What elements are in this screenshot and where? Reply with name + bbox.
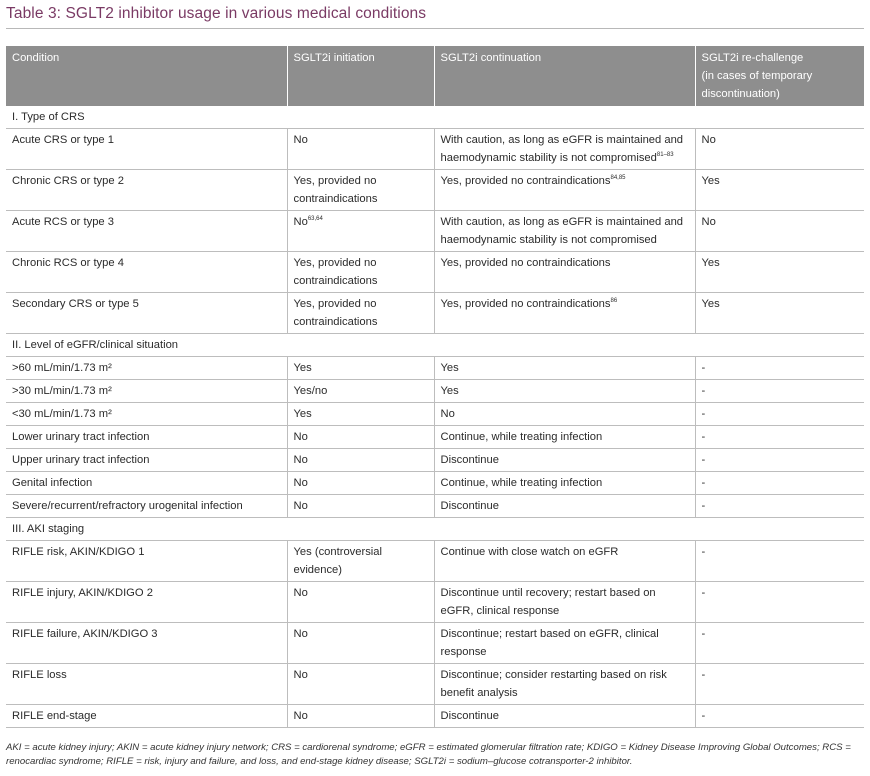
initiation-cell (287, 472, 434, 495)
table-row (6, 293, 864, 334)
initiation-cell (287, 582, 434, 623)
continuation-cell-text: No (440, 408, 455, 420)
rechallenge-cell (695, 252, 864, 293)
section-row (6, 106, 864, 129)
continuation-cell (434, 170, 695, 211)
continuation-cell-text: Discontinue (440, 454, 499, 466)
initiation-cell (287, 293, 434, 334)
continuation-cell (434, 472, 695, 495)
table-row (6, 357, 864, 380)
continuation-cell-text: Discontinue (440, 500, 499, 512)
condition-cell (6, 541, 287, 582)
rechallenge-cell-text: - (701, 669, 706, 681)
continuation-cell-text: Continue with close watch on eGFR (440, 546, 619, 558)
table-row (6, 403, 864, 426)
initiation-cell-text: Yes, provided no contraindications (293, 257, 378, 287)
condition-cell-text: RIFLE risk, AKIN/KDIGO 1 (12, 546, 145, 558)
rechallenge-cell (695, 623, 864, 664)
initiation-cell-text: Yes (293, 362, 312, 374)
condition-cell (6, 252, 287, 293)
initiation-cell (287, 357, 434, 380)
continuation-cell (434, 426, 695, 449)
initiation-cell-text: No (293, 587, 308, 599)
continuation-cell-text: Yes, provided no contraindications (440, 257, 611, 269)
table-row (6, 623, 864, 664)
rechallenge-cell (695, 293, 864, 334)
condition-cell-text: Acute RCS or type 3 (12, 216, 114, 228)
rechallenge-cell-text: - (701, 454, 706, 466)
table-row (6, 211, 864, 252)
table-row (6, 129, 864, 170)
initiation-cell-text: No (293, 710, 308, 722)
initiation-cell-text: No (293, 500, 308, 512)
section-label: III. AKI staging (6, 518, 864, 541)
initiation-cell-text: Yes (controversial evidence) (293, 546, 383, 576)
reference-superscript: 86 (610, 298, 618, 304)
initiation-cell-text: No (293, 669, 308, 681)
condition-cell (6, 449, 287, 472)
continuation-cell (434, 664, 695, 705)
condition-cell (6, 211, 287, 252)
condition-cell (6, 426, 287, 449)
initiation-cell-text: Yes, provided no contraindications (293, 175, 378, 205)
continuation-cell-text: With caution, as long as eGFR is maintained and haemodynamic stability is not compromised (440, 134, 684, 164)
rechallenge-cell (695, 380, 864, 403)
continuation-cell (434, 129, 695, 170)
rechallenge-cell (695, 472, 864, 495)
continuation-cell (434, 582, 695, 623)
condition-cell-text: >30 mL/min/1.73 m² (12, 385, 112, 397)
initiation-cell-text: No (293, 477, 308, 489)
rechallenge-cell-text: - (701, 431, 706, 443)
continuation-cell (434, 211, 695, 252)
continuation-cell-text: Discontinue until recovery; restart based on eGFR, clinical response (440, 587, 656, 617)
table-row (6, 664, 864, 705)
section-label: II. Level of eGFR/clinical situation (6, 334, 864, 357)
condition-cell (6, 472, 287, 495)
rechallenge-cell (695, 705, 864, 728)
continuation-cell-text: Yes, provided no contraindications (440, 175, 611, 187)
rechallenge-cell-text: Yes (701, 257, 720, 269)
section-row (6, 518, 864, 541)
rechallenge-cell (695, 170, 864, 211)
initiation-cell (287, 541, 434, 582)
initiation-cell (287, 623, 434, 664)
continuation-cell-text: Yes (440, 362, 459, 374)
rechallenge-cell (695, 403, 864, 426)
condition-cell (6, 170, 287, 211)
table-row (6, 541, 864, 582)
continuation-cell (434, 252, 695, 293)
initiation-cell-text: No (293, 134, 308, 146)
condition-cell (6, 129, 287, 170)
continuation-cell (434, 403, 695, 426)
rechallenge-cell-text: - (701, 385, 706, 397)
condition-cell (6, 705, 287, 728)
rechallenge-cell-text: Yes (701, 298, 720, 310)
table-row (6, 449, 864, 472)
condition-cell-text: Chronic CRS or type 2 (12, 175, 124, 187)
rechallenge-cell (695, 495, 864, 518)
initiation-cell (287, 449, 434, 472)
rechallenge-cell (695, 129, 864, 170)
condition-cell-text: RIFLE loss (12, 669, 67, 681)
reference-superscript: 63,64 (307, 216, 323, 222)
header-rechallenge (695, 46, 864, 106)
rechallenge-cell-text: - (701, 546, 706, 558)
footnote: AKI = acute kidney injury; AKIN = acute kidney injury network; CRS = cardiorenal syndrome; eGFR = estimated glomerular filtration rate; KDIGO = Kidney Disease Improving Global Outcomes; RCS = renocardiac syndrome; RIFLE = risk, injury and failure, and loss, and end-stage kidney disease; SGLT2i = sodium–glucose cotransporter-2 inhibitor. (6, 742, 851, 767)
continuation-cell-text: Yes, provided no contraindications (440, 298, 611, 310)
title-divider (6, 28, 864, 29)
continuation-cell (434, 449, 695, 472)
sglt2-table (6, 46, 864, 728)
rechallenge-cell-text: - (701, 500, 706, 512)
initiation-cell-text: No (293, 454, 308, 466)
initiation-cell (287, 170, 434, 211)
header-continuation: SGLT2i continuation (434, 46, 695, 106)
initiation-cell (287, 403, 434, 426)
condition-cell-text: Acute CRS or type 1 (12, 134, 114, 146)
condition-cell (6, 357, 287, 380)
section-label: I. Type of CRS (6, 106, 864, 129)
condition-cell-text: RIFLE end-stage (12, 710, 97, 722)
condition-cell (6, 293, 287, 334)
rechallenge-cell (695, 541, 864, 582)
initiation-cell-text: No (293, 628, 308, 640)
header-initiation: SGLT2i initiation (287, 46, 434, 106)
condition-cell-text: Chronic RCS or type 4 (12, 257, 124, 269)
continuation-cell (434, 293, 695, 334)
rechallenge-cell-text: - (701, 628, 706, 640)
condition-cell (6, 403, 287, 426)
initiation-cell-text: Yes (293, 408, 312, 420)
table-row (6, 472, 864, 495)
table-row (6, 495, 864, 518)
rechallenge-cell (695, 582, 864, 623)
initiation-cell-text: No (293, 216, 308, 228)
condition-cell-text: RIFLE injury, AKIN/KDIGO 2 (12, 587, 153, 599)
condition-cell (6, 380, 287, 403)
condition-cell-text: <30 mL/min/1.73 m² (12, 408, 112, 420)
section-row (6, 334, 864, 357)
rechallenge-cell-text: - (701, 408, 706, 420)
rechallenge-cell-text: - (701, 710, 706, 722)
rechallenge-cell (695, 449, 864, 472)
reference-superscript: 81–83 (656, 152, 674, 158)
rechallenge-cell (695, 357, 864, 380)
continuation-cell-text: With caution, as long as eGFR is maintained and haemodynamic stability is not compromised (440, 216, 684, 246)
initiation-cell (287, 664, 434, 705)
header-rechallenge-label: SGLT2i re-challenge (701, 52, 804, 64)
initiation-cell (287, 705, 434, 728)
condition-cell-text: >60 mL/min/1.73 m² (12, 362, 112, 374)
continuation-cell-text: Discontinue; restart based on eGFR, clinical response (440, 628, 659, 658)
rechallenge-cell-text: Yes (701, 175, 720, 187)
condition-cell (6, 495, 287, 518)
initiation-cell (287, 495, 434, 518)
table-title: Table 3: SGLT2 inhibitor usage in various medical conditions (6, 5, 427, 22)
continuation-cell (434, 623, 695, 664)
condition-cell-text: RIFLE failure, AKIN/KDIGO 3 (12, 628, 158, 640)
initiation-cell-text: Yes, provided no contraindications (293, 298, 378, 328)
rechallenge-cell-text: - (701, 587, 706, 599)
table-body (6, 106, 864, 728)
rechallenge-cell (695, 211, 864, 252)
initiation-cell (287, 252, 434, 293)
continuation-cell (434, 357, 695, 380)
header-rechallenge-note: (in cases of temporary discontinuation) (701, 70, 813, 100)
condition-cell-text: Genital infection (12, 477, 93, 489)
initiation-cell (287, 211, 434, 252)
condition-cell (6, 582, 287, 623)
rechallenge-cell (695, 664, 864, 705)
condition-cell (6, 623, 287, 664)
rechallenge-cell-text: - (701, 362, 706, 374)
condition-cell-text: Secondary CRS or type 5 (12, 298, 139, 310)
condition-cell-text: Upper urinary tract infection (12, 454, 150, 466)
condition-cell-text: Severe/recurrent/refractory urogenital infection (12, 500, 243, 512)
table-row (6, 252, 864, 293)
continuation-cell-text: Yes (440, 385, 459, 397)
continuation-cell (434, 705, 695, 728)
initiation-cell-text: No (293, 431, 308, 443)
condition-cell-text: Lower urinary tract infection (12, 431, 150, 443)
continuation-cell-text: Continue, while treating infection (440, 477, 603, 489)
header-row (6, 46, 864, 106)
initiation-cell-text: Yes/no (293, 385, 328, 397)
rechallenge-cell-text: - (701, 477, 706, 489)
header-condition: Condition (6, 46, 287, 106)
initiation-cell (287, 129, 434, 170)
table-row (6, 170, 864, 211)
table-row (6, 582, 864, 623)
table-row (6, 380, 864, 403)
continuation-cell-text: Continue, while treating infection (440, 431, 603, 443)
continuation-cell-text: Discontinue (440, 710, 499, 722)
continuation-cell (434, 380, 695, 403)
rechallenge-cell (695, 426, 864, 449)
condition-cell (6, 664, 287, 705)
table-row (6, 426, 864, 449)
table-row (6, 705, 864, 728)
rechallenge-cell-text: No (701, 134, 716, 146)
rechallenge-cell-text: No (701, 216, 716, 228)
initiation-cell (287, 380, 434, 403)
reference-superscript: 84,85 (610, 175, 626, 181)
initiation-cell (287, 426, 434, 449)
continuation-cell-text: Discontinue; consider restarting based on risk benefit analysis (440, 669, 667, 699)
continuation-cell (434, 541, 695, 582)
continuation-cell (434, 495, 695, 518)
